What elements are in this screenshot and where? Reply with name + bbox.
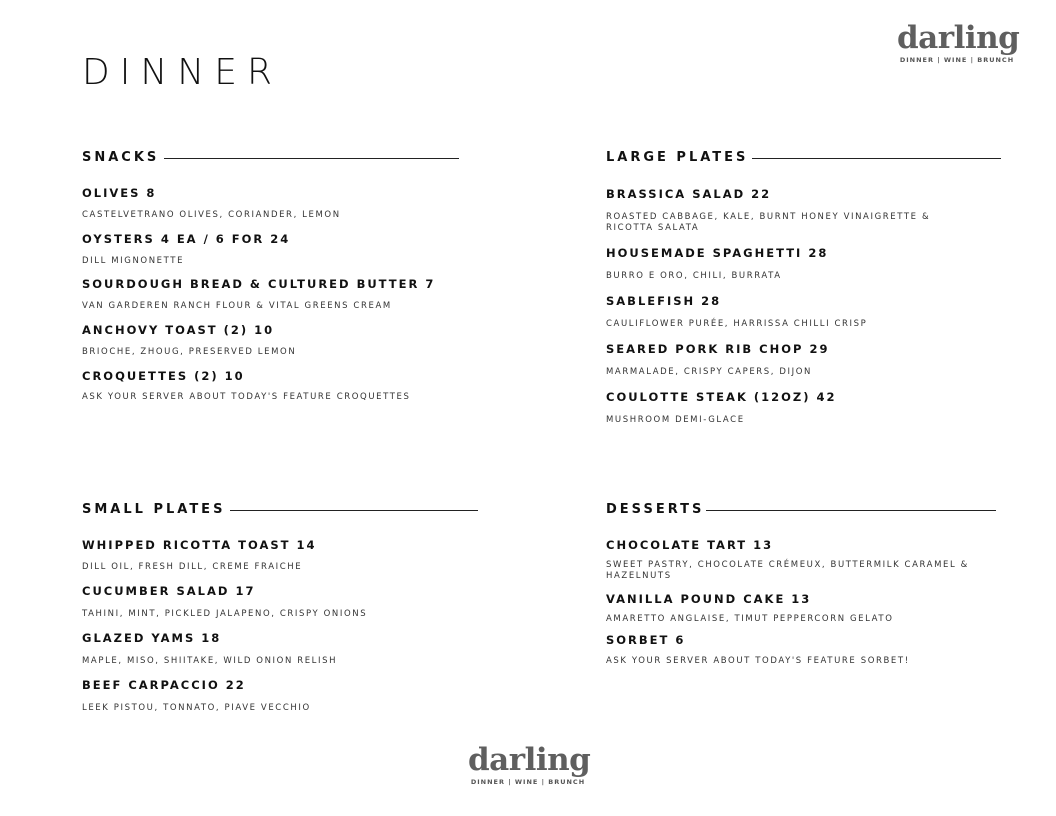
small-plates-section xyxy=(82,502,482,722)
menu-item-desc: TAHINI, MINT, PICKLED JALAPENO, CRISPY ONIONS xyxy=(82,609,368,619)
section-divider xyxy=(164,158,459,159)
menu-item-name: WHIPPED RICOTTA TOAST 14 xyxy=(82,538,317,552)
menu-item-name: OYSTERS 4 EA / 6 FOR 24 xyxy=(82,232,291,246)
menu-item-desc: DILL OIL, FRESH DILL, CREME FRAICHE xyxy=(82,562,303,572)
menu-item-desc: SWEET PASTRY, CHOCOLATE CRÉMEUX, BUTTERMILK CARAMEL & HAZELNUTS xyxy=(606,560,969,581)
menu-item-name: CUCUMBER SALAD 17 xyxy=(82,584,256,598)
menu-item-desc: LEEK PISTOU, TONNATO, PIAVE VECCHIO xyxy=(82,703,311,713)
menu-item-desc: CASTELVETRANO OLIVES, CORIANDER, LEMON xyxy=(82,210,341,220)
desserts-section xyxy=(606,502,1006,682)
menu-item-name: HOUSEMADE SPAGHETTI 28 xyxy=(606,246,829,260)
page-title: DINNER xyxy=(82,52,282,93)
large-plates-section xyxy=(606,150,1006,430)
menu-item-desc: CAULIFLOWER PURÉE, HARRISSA CHILLI CRISP xyxy=(606,319,868,329)
menu-item-desc: MUSHROOM DEMI-GLACE xyxy=(606,415,745,425)
menu-item-name: SABLEFISH 28 xyxy=(606,294,722,308)
darling-logo-footer xyxy=(468,742,591,786)
logo-tagline: DINNER | WINE | BRUNCH xyxy=(470,778,586,786)
menu-item-name: GLAZED YAMS 18 xyxy=(82,631,222,645)
logo-tagline: DINNER | WINE | BRUNCH xyxy=(899,56,1015,64)
section-title: DESSERTS xyxy=(606,502,705,517)
menu-item-name: SOURDOUGH BREAD & CULTURED BUTTER 7 xyxy=(82,277,436,291)
menu-item-name: VANILLA POUND CAKE 13 xyxy=(606,592,812,606)
section-header xyxy=(82,150,460,166)
menu-item-name: CHOCOLATE TART 13 xyxy=(606,538,774,552)
section-header xyxy=(606,502,996,518)
darling-logo xyxy=(897,20,1020,64)
menu-item-name: BEEF CARPACCIO 22 xyxy=(82,678,246,692)
menu-item-name: BRASSICA SALAD 22 xyxy=(606,187,772,201)
menu-item-desc: ROASTED CABBAGE, KALE, BURNT HONEY VINAIGRETTE & RICOTTA SALATA xyxy=(606,212,931,233)
menu-item-desc: BRIOCHE, ZHOUG, PRESERVED LEMON xyxy=(82,347,297,357)
logo-wordmark: darling xyxy=(468,742,591,778)
menu-item-desc: VAN GARDEREN RANCH FLOUR & VITAL GREENS CREAM xyxy=(82,301,392,311)
menu-item-name: CROQUETTES (2) 10 xyxy=(82,369,245,383)
menu-item-desc: MARMALADE, CRISPY CAPERS, DIJON xyxy=(606,367,813,377)
section-title: SNACKS xyxy=(82,150,160,165)
section-header xyxy=(606,150,1002,166)
menu-item-name: OLIVES 8 xyxy=(82,186,157,200)
menu-item-desc: ASK YOUR SERVER ABOUT TODAY'S FEATURE SORBET! xyxy=(606,656,910,666)
section-title: SMALL PLATES xyxy=(82,502,226,517)
menu-item-desc: ASK YOUR SERVER ABOUT TODAY'S FEATURE CROQUETTES xyxy=(82,392,411,402)
menu-item-desc: BURRO E ORO, CHILI, BURRATA xyxy=(606,271,782,281)
snacks-section xyxy=(82,150,462,410)
section-title: LARGE PLATES xyxy=(606,150,749,165)
section-header xyxy=(82,502,479,518)
menu-item-name: SEARED PORK RIB CHOP 29 xyxy=(606,342,830,356)
section-divider xyxy=(706,510,996,511)
logo-wordmark: darling xyxy=(897,20,1020,56)
menu-item-desc: MAPLE, MISO, SHIITAKE, WILD ONION RELISH xyxy=(82,656,338,666)
menu-item-desc: AMARETTO ANGLAISE, TIMUT PEPPERCORN GELATO xyxy=(606,614,894,624)
menu-item-name: COULOTTE STEAK (12OZ) 42 xyxy=(606,390,837,404)
section-divider xyxy=(752,158,1001,159)
menu-item-name: SORBET 6 xyxy=(606,633,686,647)
menu-item-desc: DILL MIGNONETTE xyxy=(82,256,185,266)
section-divider xyxy=(230,510,478,511)
menu-item-name: ANCHOVY TOAST (2) 10 xyxy=(82,323,275,337)
